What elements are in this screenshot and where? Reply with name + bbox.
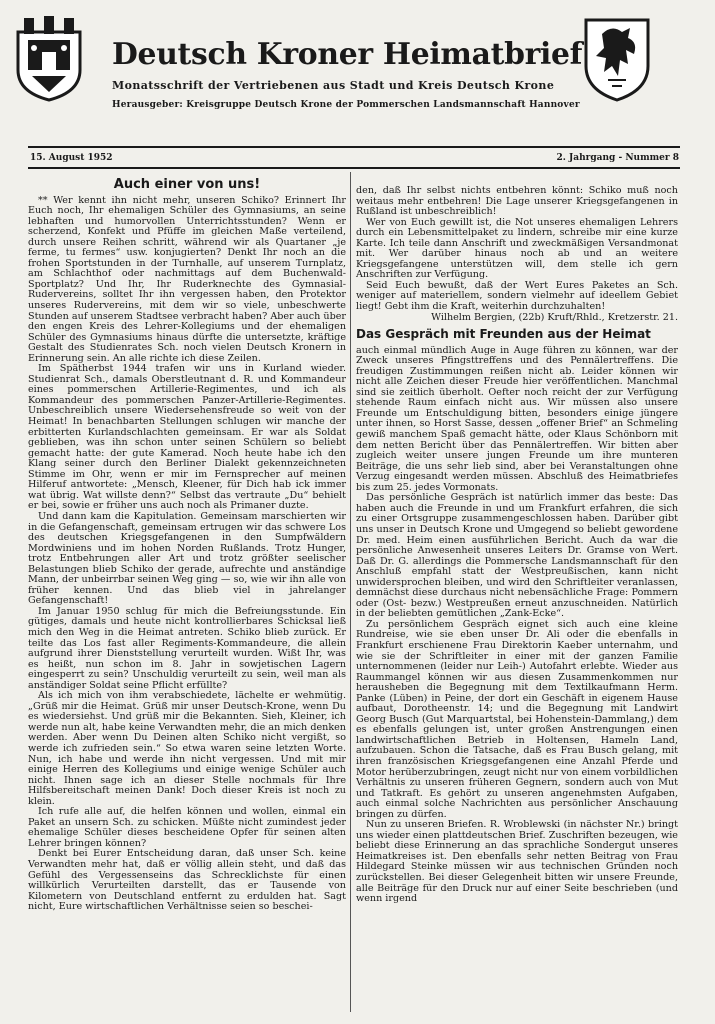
masthead-title: Deutsch Kroner Heimatbrief: [112, 37, 583, 72]
article1-continuation-paragraph: den, daß Ihr selbst nichts entbehren könnt: Schiko muß noch weitaus mehr entbehren! Die Lage unserer Kriegsgefangenen in Rußland ist unbeschreiblich!: [356, 185, 678, 218]
right-column: [356, 186, 678, 905]
pomeranian-griffin-coat-of-arms-icon: [582, 14, 652, 102]
article1-paragraph: Im Januar 1950 schlug für mich die Befreiungsstunde. Ein gütiges, damals und heute nicht kontrollierbares Schicksal ließ mich den Weg in die Heimat antreten. Schiko blieb zurück. Er teilte das Los fast aller Regiments-Kommandeure, die allein aufgrund ihrer Dienststellung verurteilt wurden. Wißt Ihr, was es heißt, nun schon im 8. Jahr in sowjetischen Lagern eingesperrt zu sein? Unschuldig verurteilt zu sein, weil man als anständiger Soldat seine Pflicht erfüllte?: [28, 605, 346, 691]
article1-paragraph: Denkt bei Eurer Entscheidung daran, daß unser Sch. keine Verwandten mehr hat, daß er völlig allein steht, und daß das Gefühl des Vergessenseins das Schrecklichste für einen willkürlich Verurteilten darstellt, das er Tausende von Kilometern von Deutschland entfernt zu erdulden hat. Sagt nicht, Eure wirtschaftlichen Verhältnisse seien so beschei-: [28, 848, 346, 913]
article1-continuation-paragraph: Seid Euch bewußt, daß der Wert Eures Paketes an Sch. weniger auf materiellem, sondern vielmehr auf ideellem Gebiet liegt! Gebt ihm die Kraft, weiterhin durchzuhalten!: [356, 279, 678, 313]
article2-title: Das Gespräch mit Freunden aus der Heimat: [356, 327, 651, 342]
article1-paragraph: Im Spätherbst 1944 trafen wir uns in Kurland wieder. Studienrat Sch., damals Oberstleutnant d. R. und Kommandeur eines pommerschen Artillerie-Regimentes, und ich als Kommandeur des pommerschen Panzer-Artillerie-Regimentes. Unbeschreiblich unsere Wiedersehensfreude so weit von der Heimat! In benachbarten Stellungen schlugen wir manche der erbitterten Kurlandschlachten gemeinsam. Er war als Soldat geblieben, was ihn schon unter seinen Schülern so beliebt gemacht hatte: der gute Kamerad. Noch heute habe ich den Klang seiner durch den Berliner Dialekt gekennzeichneten Stimme im Ohr, wenn er mir im Fernsprecher auf meinen Hilferuf antwortete: „Mensch, Kleener, für Dich hab ick immer wat übrig. Wat willste denn?“ Selbst das vertraute „Du“ behielt er bei, sowie er früher uns auch noch als Primaner duzte.: [28, 363, 346, 512]
article1-paragraph: Ich rufe alle auf, die helfen können und wollen, einmal ein Paket an unsern Sch. zu schicken. Müßte nicht zumindest jeder ehemalige Schüler dieses bescheidene Opfer für seinen alten Lehrer bringen können?: [28, 806, 346, 849]
article2-paragraph: Das persönliche Gespräch ist natürlich immer das beste: Das haben auch die Freunde in und um Frankfurt erfahren, die sich zu einer Ortsgruppe zusammengeschlossen haben. Darüber gibt uns unser in Deutsch Krone und Umgegend so beliebt gewordene Dr. med. Heim einen ausführlichen Bericht. Auch da war die persönliche Anwesenheit unseres Leiters Dr. Gramse von Wert. Daß Dr. G. allerdings die Pommersche Landsmannschaft für den Anschluß empfahl statt der Westpreußischen, kann nicht unwidersprochen bleiben, und wird den Schriftleiter veranlassen, demnächst diese durchaus nicht nebensächliche Frage: Pommern oder (Ost- bezw.) Westpreußen erneut anzuschneiden. Natürlich in der beliebten gemütlichen „Zank-Ecke“.: [356, 492, 678, 620]
deutsch-krone-coat-of-arms-icon: [14, 14, 84, 102]
article2-paragraph: Nun zu unseren Briefen. R. Wroblewski (in nächster Nr.) bringt uns wieder einen plattdeutschen Brief. Zuschriften bezeugen, wie beliebt diese Erinnerung an das sprachliche Sondergut unseres Heimatkreises ist. Den ebenfalls sehr netten Beitrag von Frau Hildegard Steinke müssen wir aus technischen Gründen noch zurückstellen. Bei dieser Gelegenheit bitten wir unsere Freunde, alle Beiträge für den Druck nur auf einer Seite beschrieben (und wenn irgend: [356, 819, 678, 905]
article1-title: Auch einer von uns!: [113, 177, 261, 192]
article1-signature: Wilhelm Bergien, (22b) Kruft/Rhld., Kretzerstr. 21.: [431, 311, 678, 323]
article1-paragraph: Und dann kam die Kapitulation. Gemeinsam marschierten wir in die Gefangenschaft, gemeinsam ertrugen wir das schwere Los des deutschen Kriegsgefangenen in den Sumpfwäldern Mordwiniens und im hohen Norden Rußlands. Trotz Hunger, trotz Entbehrungen aller Art und trotz größter seelischer Belastungen blieb Schiko der gerade, aufrechte und anständige Mann, der unbeirrbar seinen Weg ging — so, wie wir ihn alle von früher kennen. Und das blieb viel in jahrelanger Gefangenschaft!: [28, 510, 346, 607]
article1-paragraph: ** Wer kennt ihn nicht mehr, unseren Schiko? Erinnert Ihr Euch noch, Ihr ehemaligen Schüler des Gymnasiums, an seine lebhaften und humorvollen Unterrichtsstunden? Wenn er scherzend, Konfekt und Pfüffe im gleichen Maße verteilend, durch unsere Reihen schritt, während wir als Quartaner „je ferme, tu fermes“ usw. konjugierten? Denkt Ihr noch an die frohen Sportstunden in der Turnhalle, auf unserem Turnplatz, am Schlachthof oder nachmittags auf dem Buchenwald-Sportplatz? Und Ihr, Ihr Ruderknechte des Gymnasial-Rudervereins, solltet Ihr ihn vergessen haben, den Protektor unseres Rudervereins, mit dem wir so viele, unbeschwerte Stunden auf unserem Stadtsee verbracht haben? Aber auch über den engen Kreis des Lehrer-Kollegiums und der ehemaligen Schüler des Gymnasiums hinaus dürfte die untersetzte, kräftige Gestalt des Studienrates Sch. noch vielen Deutsch Kronern in Erinnerung sein. An alle richte ich diese Zeilen.: [28, 194, 346, 364]
masthead-publisher: Herausgeber: Kreisgruppe Deutsch Krone der Pommerschen Landsmannschaft Hannover: [112, 100, 580, 110]
article1-paragraph: Als ich mich von ihm verabschiedete, lächelte er wehmütig. „Grüß mir die Heimat. Grüß mir unser Deutsch-Krone, wenn Du es wiedersiehst. Und grüß mir die Bekannten. Sieh, Kleiner, ich werde nun alt, habe keine Verwandten mehr, die an mich denken werden. Aber wenn Du Deinen alten Schiko nicht vergißt, so werde ich zufrieden sein.“ So etwa waren seine letzten Worte. Nun, ich habe und werde ihn nicht vergessen. Und mit mir einige Herren des Kollegiums und einige wenige Schüler auch nicht. Ihnen sage ich an dieser Stelle nochmals für Ihre Hilfsbereitschaft meinen Dank! Doch dieser Kreis ist noch zu klein.: [28, 690, 346, 807]
article2-paragraph: auch einmal mündlich Auge in Auge führen zu können, war der Zweck unseres Pfingsttreffens und des Pennälertreffens. Die freudigen Zustimmungen reißen nicht ab. Leider können wir nicht alle Zeichen dieser Freude hier veröffentlichen. Manchmal sind sie zeitlich überholt. Oefter noch reicht der zur Verfügung stehende Raum einfach nicht aus. Wir müssen also unsere Freunde um Entschuldigung bitten, besonders einige jüngere unter ihnen, so Horst Sasse, dessen „offener Brief“ an Schmeling gewiß manchem Spaß gemacht hätte, oder Klaus Schönborn mit dem netten Bericht über das Pennälertreffen. Wir bitten aber zugleich weiter unsere jungen Freunde um ihre munteren Beiträge, die uns sehr lieb sind, aber bei Veranstaltungen ohne Verzug eingesandt werden müssen. Abschluß des Heimatbriefes bis zum 25. jedes Vormonats.: [356, 344, 678, 493]
article2-paragraph: Zu persönlichem Gespräch eignet sich auch eine kleine Rundreise, wie sie eben unser Dr. Ali oder die ebenfalls in Frankfurt erschienene Frau Direktorin Kaeber unternahm, und wie sie der Schriftleiter in einer mit der ganzen Familie unternommenen (leider nur Leih-) Autofahrt erlebte. Wieder aus Raummangel können wir aus diesen Zusammenkommen nur herausheben die Begegnung mit dem Textilkaufmann Herm. Panke (Lüben) in Peine, der dort ein Geschäft in eigenem Hause aufbaut, Dorotheenstr. 14; und die Begegnung mit Landwirt Georg Busch (Gut Marquartstal, bei Hohenstein-Dammlang,) dem es ebenfalls gelungen ist, unter großen Anstrengungen einen landwirtschaftlichen Betrieb in Holtensen, Hameln Land, aufzubauen. Schon die Tatsache, daß es Frau Busch gelang, mit ihren französischen Kriegsgefangenen eine Anzahl Pferde und Motor herüberzubringen, zeugt nicht nur von einem vorbildlichen Verhältnis zu unseren früheren Gegnern, sondern auch von Mut und Tatkraft. Es gehört zu unseren angenehmsten Aufgaben, auch einmal solche Nachrichten aus persönlicher Anschauung bringen zu dürfen.: [356, 618, 678, 820]
issue-date: 15. August 1952: [30, 153, 113, 163]
header-rule-bottom: [28, 167, 680, 169]
left-column: [28, 177, 346, 913]
masthead-subtitle: Monatsschrift der Vertriebenen aus Stadt und Kreis Deutsch Krone: [112, 79, 555, 92]
issue-number: 2. Jahrgang - Nummer 8: [556, 153, 679, 163]
header-rule-top: [28, 146, 680, 148]
column-divider: [350, 172, 351, 1012]
article1-continuation-paragraph: Wer von Euch gewillt ist, die Not unseres ehemaligen Lehrers durch ein Lebensmittelpaket zu lindern, schreibe mir eine kurze Karte. Ich teile dann Anschrift und zweckmäßigen Versandmonat mit. Wer darüber hinaus noch ab und an weitere Kriegsgefangene unterstützen will, dem stelle ich gern Anschriften zur Verfügung.: [356, 216, 678, 281]
